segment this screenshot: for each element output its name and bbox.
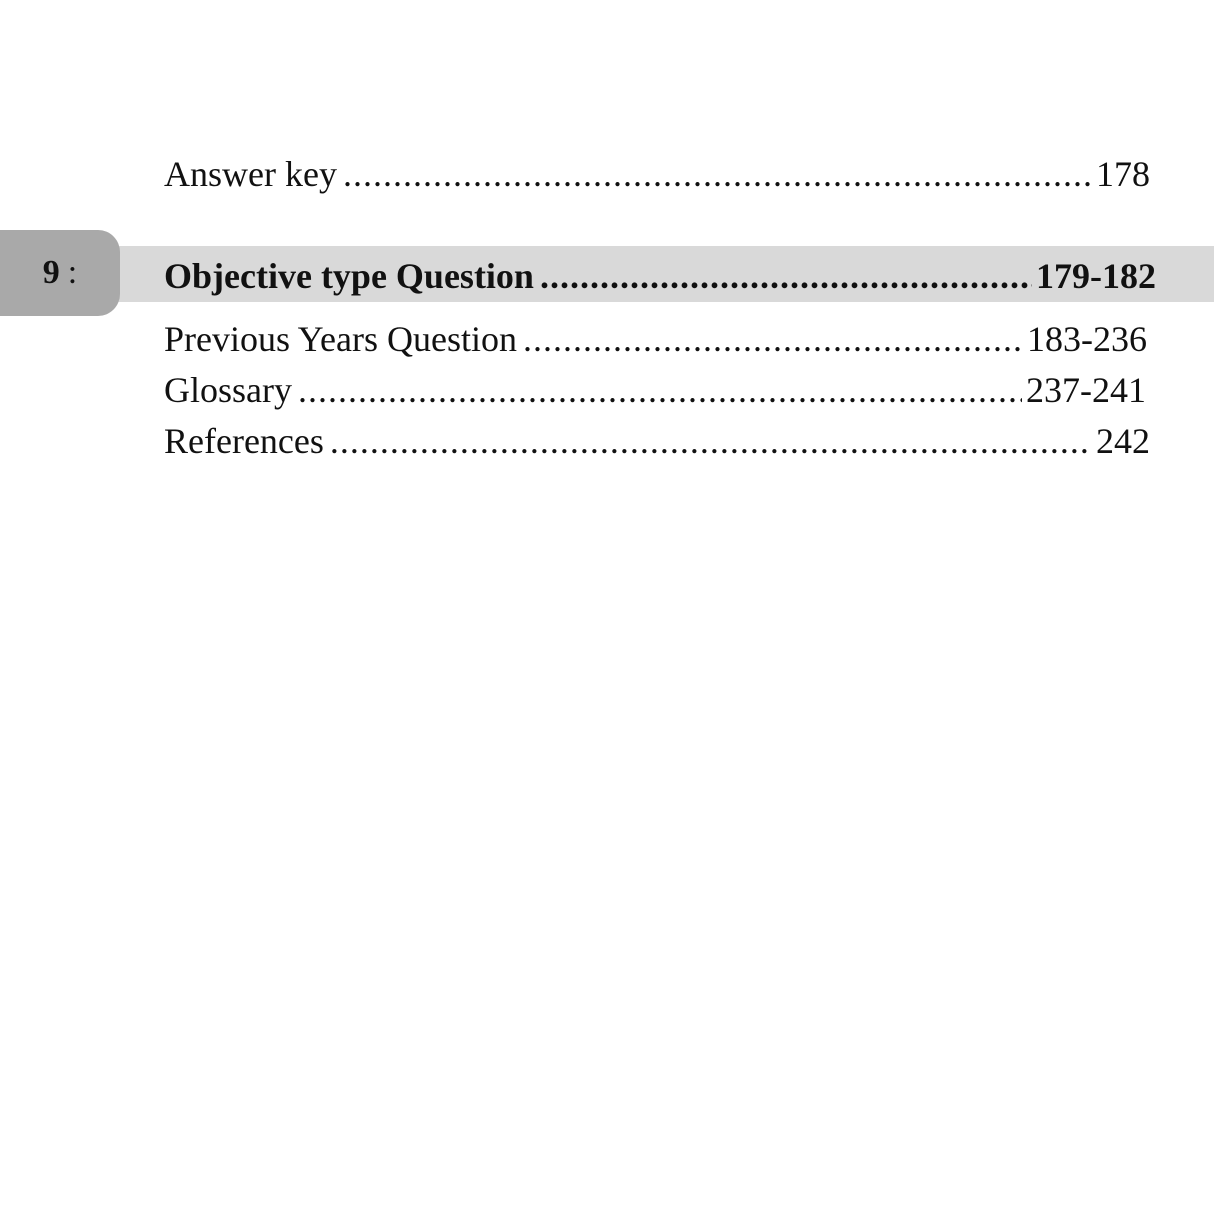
toc-entry-label: Answer key <box>164 154 337 194</box>
dot-leader <box>523 317 1023 361</box>
toc-entry-previous-years[interactable] <box>164 317 1147 361</box>
toc-entry-page: 178 <box>1096 154 1150 194</box>
toc-entry-glossary[interactable] <box>164 368 1146 412</box>
toc-chapter-heading[interactable] <box>164 254 1156 298</box>
toc-entry-answer-key[interactable] <box>164 152 1150 196</box>
chapter-number-separator: : <box>67 254 78 291</box>
toc-entry-page: 237-241 <box>1026 370 1146 410</box>
toc-entry-page: 242 <box>1096 421 1150 461</box>
toc-entry-references[interactable] <box>164 419 1150 463</box>
chapter-number <box>0 230 120 316</box>
chapter-pages: 179-182 <box>1036 256 1156 296</box>
toc-entry-label: References <box>164 421 324 461</box>
toc-entry-label: Previous Years Question <box>164 319 518 359</box>
dot-leader <box>330 419 1092 463</box>
toc-entry-label: Glossary <box>164 370 292 410</box>
dot-leader <box>298 368 1022 412</box>
dot-leader <box>540 254 1032 298</box>
dot-leader <box>343 152 1092 196</box>
chapter-title: Objective type Question <box>164 256 534 296</box>
chapter-number-value: 9 <box>42 254 60 291</box>
toc-entry-page: 183-236 <box>1027 319 1147 359</box>
